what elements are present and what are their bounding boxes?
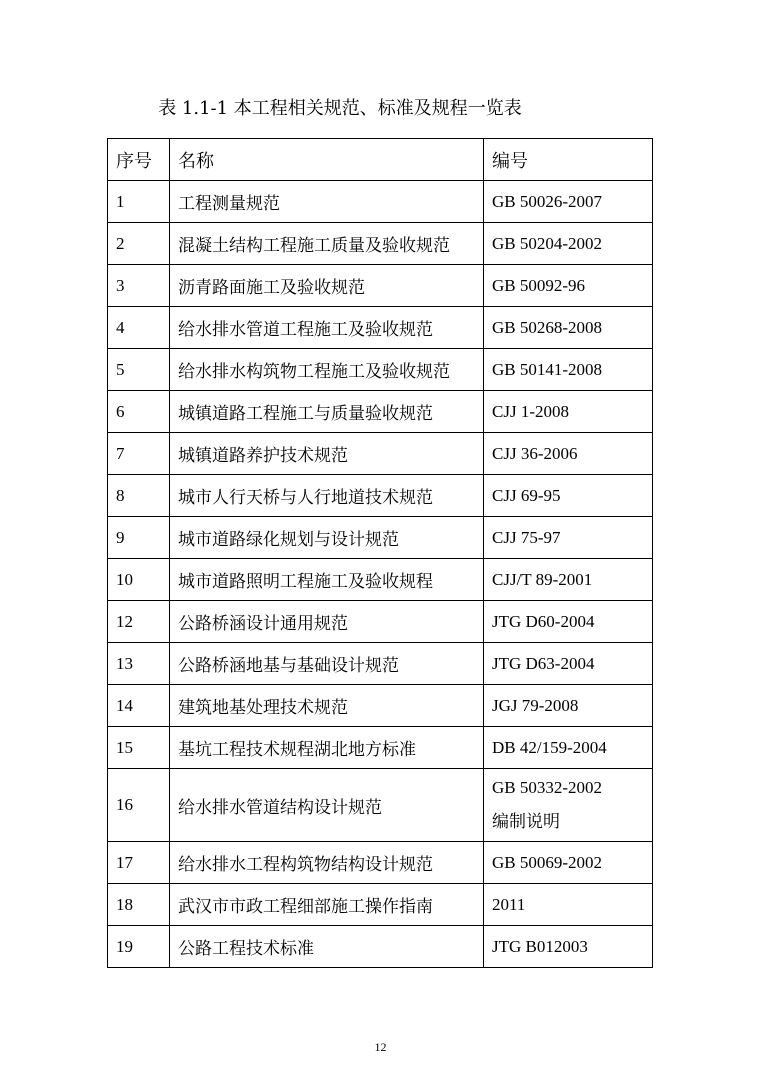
header-name: 名称 [170, 139, 484, 181]
table-row [108, 349, 653, 391]
row-code: DB 42/159-2004 [484, 727, 653, 769]
table-row [108, 643, 653, 685]
row-no: 16 [108, 769, 170, 842]
row-code: CJJ 1-2008 [484, 391, 653, 433]
row-code: CJJ/T 89-2001 [484, 559, 653, 601]
table-row [108, 223, 653, 265]
table-row [108, 181, 653, 223]
row-name: 城市道路照明工程施工及验收规程 [170, 559, 484, 601]
row-code: JTG D60-2004 [484, 601, 653, 643]
table-row [108, 727, 653, 769]
table-row [108, 433, 653, 475]
row-name: 公路桥涵设计通用规范 [170, 601, 484, 643]
row-name: 沥青路面施工及验收规范 [170, 265, 484, 307]
row-code: CJJ 69-95 [484, 475, 653, 517]
table-row [108, 926, 653, 968]
row-name: 武汉市市政工程细部施工操作指南 [170, 884, 484, 926]
table-row [108, 391, 653, 433]
header-no: 序号 [108, 139, 170, 181]
table-caption: 表 1.1-1 本工程相关规范、标准及规程一览表 [158, 98, 522, 119]
row-no: 17 [108, 842, 170, 884]
row-name: 混凝土结构工程施工质量及验收规范 [170, 223, 484, 265]
header-code: 编号 [484, 139, 653, 181]
row-code: CJJ 36-2006 [484, 433, 653, 475]
row-no: 6 [108, 391, 170, 433]
row-no: 9 [108, 517, 170, 559]
standards-table [107, 138, 653, 968]
row-no: 15 [108, 727, 170, 769]
row-no: 12 [108, 601, 170, 643]
table-row [108, 475, 653, 517]
row-no: 13 [108, 643, 170, 685]
row-no: 1 [108, 181, 170, 223]
table-row [108, 307, 653, 349]
row-name: 给水排水管道工程施工及验收规范 [170, 307, 484, 349]
row-no: 14 [108, 685, 170, 727]
row-no: 10 [108, 559, 170, 601]
row-code: GB 50092-96 [484, 265, 653, 307]
row-no: 8 [108, 475, 170, 517]
row-name: 给水排水工程构筑物结构设计规范 [170, 842, 484, 884]
table-row [108, 559, 653, 601]
row-code-note: 编制说明 [492, 812, 560, 831]
table-row [108, 601, 653, 643]
row-no: 19 [108, 926, 170, 968]
table-row [108, 769, 653, 842]
row-code: GB 50204-2002 [484, 223, 653, 265]
row-no: 3 [108, 265, 170, 307]
row-code: 2011 [484, 884, 653, 926]
row-name: 城市人行天桥与人行地道技术规范 [170, 475, 484, 517]
row-name: 基坑工程技术规程湖北地方标准 [170, 727, 484, 769]
row-no: 18 [108, 884, 170, 926]
row-name: 工程测量规范 [170, 181, 484, 223]
row-no: 2 [108, 223, 170, 265]
row-code: CJJ 75-97 [484, 517, 653, 559]
row-no: 5 [108, 349, 170, 391]
row-code-multiline [484, 769, 653, 842]
row-name: 建筑地基处理技术规范 [170, 685, 484, 727]
table-row [108, 884, 653, 926]
row-no: 7 [108, 433, 170, 475]
row-code: GB 50268-2008 [484, 307, 653, 349]
table-row [108, 842, 653, 884]
table-row [108, 265, 653, 307]
row-code: GB 50026-2007 [484, 181, 653, 223]
page-number: 12 [374, 1040, 387, 1054]
row-no: 4 [108, 307, 170, 349]
row-code: JTG D63-2004 [484, 643, 653, 685]
table-row [108, 517, 653, 559]
row-name: 城市道路绿化规划与设计规范 [170, 517, 484, 559]
row-name: 给水排水管道结构设计规范 [170, 769, 484, 842]
row-code: GB 50069-2002 [484, 842, 653, 884]
row-name: 城镇道路养护技术规范 [170, 433, 484, 475]
row-name: 公路工程技术标准 [170, 926, 484, 968]
row-code: GB 50332-2002 [492, 778, 603, 797]
row-name: 公路桥涵地基与基础设计规范 [170, 643, 484, 685]
row-code: JTG B012003 [484, 926, 653, 968]
row-name: 给水排水构筑物工程施工及验收规范 [170, 349, 484, 391]
row-code: JGJ 79-2008 [484, 685, 653, 727]
row-code: GB 50141-2008 [484, 349, 653, 391]
row-name: 城镇道路工程施工与质量验收规范 [170, 391, 484, 433]
table-header-row [108, 139, 653, 181]
table-row [108, 685, 653, 727]
